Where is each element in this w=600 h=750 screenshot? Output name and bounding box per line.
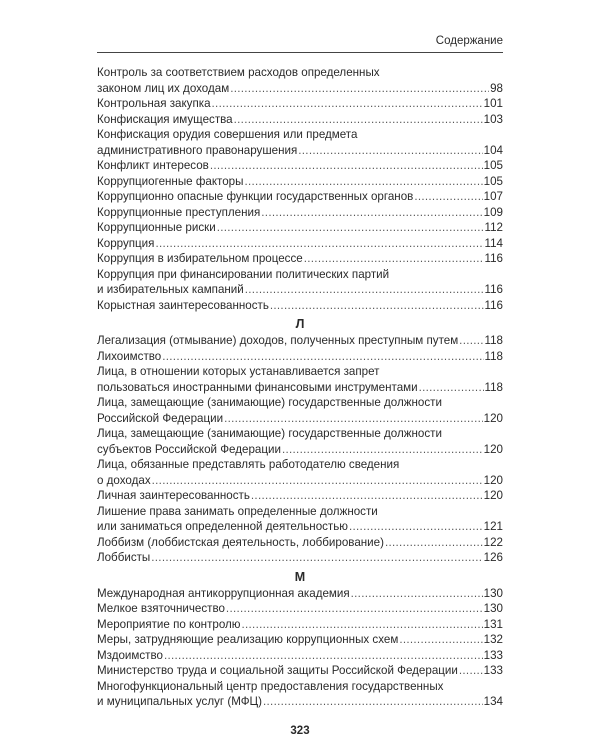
dot-leader (217, 220, 484, 236)
dot-leader (419, 380, 484, 396)
toc-entry-title: Лишение права занимать определенные должности (97, 504, 378, 518)
toc-entry-title: Коррупционно опасные функции государственных органов (97, 190, 414, 203)
toc-entry-title: Меры, затрудняющие реализацию коррупционных схем (97, 633, 399, 646)
toc-entry-title: Министерство труда и социальной защиты Российской Федерации (97, 664, 458, 677)
toc-entry-page: 116 (484, 298, 503, 312)
toc-entry[interactable] (97, 426, 503, 457)
toc-entry-page: 134 (483, 695, 503, 708)
toc-entry-page: 114 (484, 236, 503, 250)
page-number: 323 (290, 725, 310, 737)
toc-entry-title: Коррупциогенные факторы (97, 174, 244, 188)
toc-entry[interactable] (97, 364, 503, 395)
toc-entry[interactable] (97, 679, 503, 710)
toc-entry-page: 118 (484, 380, 503, 394)
toc-entry-title: Мелкое взяточничество (97, 602, 225, 615)
dot-leader (230, 81, 489, 97)
dot-leader (459, 663, 483, 679)
dot-leader (244, 174, 482, 190)
toc-entry-page: 120 (483, 473, 503, 487)
dot-leader (270, 298, 484, 314)
toc-entry-title: Лихоимство (97, 349, 162, 363)
dot-leader (151, 550, 482, 566)
toc-entry[interactable] (97, 220, 503, 236)
toc-entry[interactable] (97, 457, 503, 488)
toc-entry[interactable] (97, 112, 503, 128)
toc-entry[interactable] (97, 205, 503, 221)
toc-entry-title: Коррупционные риски (97, 221, 216, 234)
toc-entry-page: 130 (483, 602, 503, 615)
dot-leader (414, 189, 482, 205)
toc-entry-page: 118 (484, 349, 503, 363)
toc-entry-title: Коррупция (97, 236, 155, 250)
toc-entry-title: Корыстная заинтересованность (97, 298, 269, 312)
running-header: Содержание (435, 35, 503, 47)
toc-entry-title: Многофункциональный центр предоставления государственных (97, 679, 444, 693)
toc-entry-title: Коррупция при финансировании политических партий (97, 267, 390, 281)
dot-leader (282, 442, 483, 458)
toc-entry-page: 131 (483, 617, 503, 631)
toc-entry[interactable] (97, 550, 503, 566)
toc-entry-page: 126 (483, 551, 503, 564)
dot-leader (155, 236, 483, 252)
dot-leader (349, 519, 483, 535)
toc-entry[interactable] (97, 395, 503, 426)
dot-leader (241, 617, 482, 633)
dot-leader (251, 488, 483, 504)
toc-entry[interactable] (97, 488, 503, 504)
toc-entry-title: Лица, замещающие (занимающие) государственные должности (97, 396, 442, 409)
toc-entry-page: 112 (484, 221, 503, 234)
toc-entry[interactable] (97, 127, 503, 158)
toc-entry[interactable] (97, 617, 503, 633)
toc-entry-page: 109 (483, 205, 503, 219)
toc-entry-page: 101 (483, 97, 503, 110)
toc-entry-title: Мздоимство (97, 648, 163, 662)
dot-leader (263, 694, 483, 710)
dot-leader (304, 251, 484, 267)
toc-entry-title: Личная заинтересованность (97, 489, 250, 502)
toc-entry[interactable] (97, 333, 503, 349)
toc-entry-page: 130 (483, 586, 503, 600)
dot-leader (162, 349, 483, 365)
toc-entry-title: Лоббизм (лоббистская деятельность, лоббирование) (97, 535, 384, 549)
toc-entry-page: 122 (483, 535, 503, 549)
toc-entry-title: или заниматься определенной деятельностью (97, 520, 348, 533)
toc-entry-title: субъектов Российской Федерации (97, 442, 281, 456)
toc-entry-page: 104 (483, 143, 503, 157)
toc-entry-page: 118 (484, 334, 503, 347)
toc-entry-title: пользоваться иностранными финансовыми инструментами (97, 380, 418, 394)
toc-entry[interactable] (97, 174, 503, 190)
toc-entry-title: Конфликт интересов (97, 159, 209, 172)
dot-leader (459, 333, 483, 349)
toc-entry-page: 98 (490, 81, 503, 95)
toc-entry-page: 116 (484, 252, 503, 265)
toc-entry-title: о доходах (97, 473, 151, 487)
toc-entry-title: Коррупция в избирательном процессе (97, 252, 303, 265)
toc-entry[interactable] (97, 96, 503, 112)
dot-leader (210, 158, 483, 174)
toc-entry[interactable] (97, 189, 503, 205)
dot-leader (261, 205, 482, 221)
dot-leader (164, 648, 483, 664)
toc-entry[interactable] (97, 349, 503, 365)
toc-entry[interactable] (97, 158, 503, 174)
table-of-contents (97, 65, 503, 710)
toc-entry-page: 133 (483, 648, 503, 662)
dot-leader (245, 282, 484, 298)
toc-entry[interactable] (97, 632, 503, 648)
toc-entry-title: законом лиц их доходам (97, 81, 230, 95)
toc-entry[interactable] (97, 663, 503, 679)
toc-entry-title: Конфискация имущества (97, 112, 233, 126)
toc-entry-page: 133 (483, 664, 503, 677)
toc-entry-page: 107 (483, 190, 503, 203)
dot-leader (224, 411, 483, 427)
toc-entry-title: Конфискация орудия совершения или предмета (97, 128, 358, 141)
toc-entry-page: 103 (483, 112, 503, 126)
toc-entry[interactable] (97, 586, 503, 602)
toc-entry[interactable] (97, 648, 503, 664)
toc-entry[interactable] (97, 251, 503, 267)
toc-entry-title: и избирательных кампаний (97, 283, 244, 296)
toc-entry-page: 120 (483, 489, 503, 502)
toc-entry-title: Контроль за соответствием расходов определенных (97, 66, 380, 79)
toc-entry-title: Российской Федерации (97, 411, 224, 425)
toc-entry-title: Лица, в отношении которых устанавливается запрет (97, 365, 380, 378)
toc-entry-title: Лоббисты (97, 551, 151, 564)
dot-leader (399, 632, 482, 648)
toc-entry-page: 132 (483, 633, 503, 646)
toc-entry-page: 120 (483, 442, 503, 456)
header-rule (97, 52, 503, 53)
toc-entry-title: Лица, обязанные представлять работодателю сведения (97, 458, 400, 471)
toc-entry-title: Контрольная закупка (97, 97, 211, 110)
toc-entry-title: и муниципальных услуг (МФЦ) (97, 695, 262, 708)
toc-entry-title: Коррупционные преступления (97, 205, 261, 219)
toc-entry[interactable] (97, 535, 503, 551)
toc-entry[interactable] (97, 504, 503, 535)
toc-entry-title: Мероприятие по контролю (97, 617, 241, 631)
toc-entry-page: 120 (483, 411, 503, 425)
toc-entry[interactable] (97, 267, 503, 298)
dot-leader (351, 586, 483, 602)
section-letter-heading: М (294, 569, 306, 584)
toc-entry-title: Международная антикоррупционная академия (97, 586, 350, 600)
toc-entry-page: 116 (484, 283, 503, 296)
toc-entry-title: Лица, замещающие (занимающие) государственные должности (97, 427, 442, 440)
toc-entry-page: 105 (483, 159, 503, 172)
dot-leader (226, 601, 483, 617)
toc-entry[interactable] (97, 298, 503, 314)
toc-entry-title: административного правонарушения (97, 143, 298, 157)
dot-leader (298, 143, 482, 159)
toc-entry-page: 121 (483, 520, 503, 533)
dot-leader (212, 96, 483, 112)
dot-leader (152, 473, 483, 489)
toc-entry-page: 105 (483, 174, 503, 188)
dot-leader (385, 535, 483, 551)
toc-entry-title: Легализация (отмывание) доходов, полученных преступным путем (97, 334, 459, 347)
toc-entry[interactable] (97, 236, 503, 252)
toc-entry[interactable] (97, 65, 503, 96)
toc-entry[interactable] (97, 601, 503, 617)
dot-leader (234, 112, 483, 128)
section-letter-heading: Л (295, 317, 305, 331)
